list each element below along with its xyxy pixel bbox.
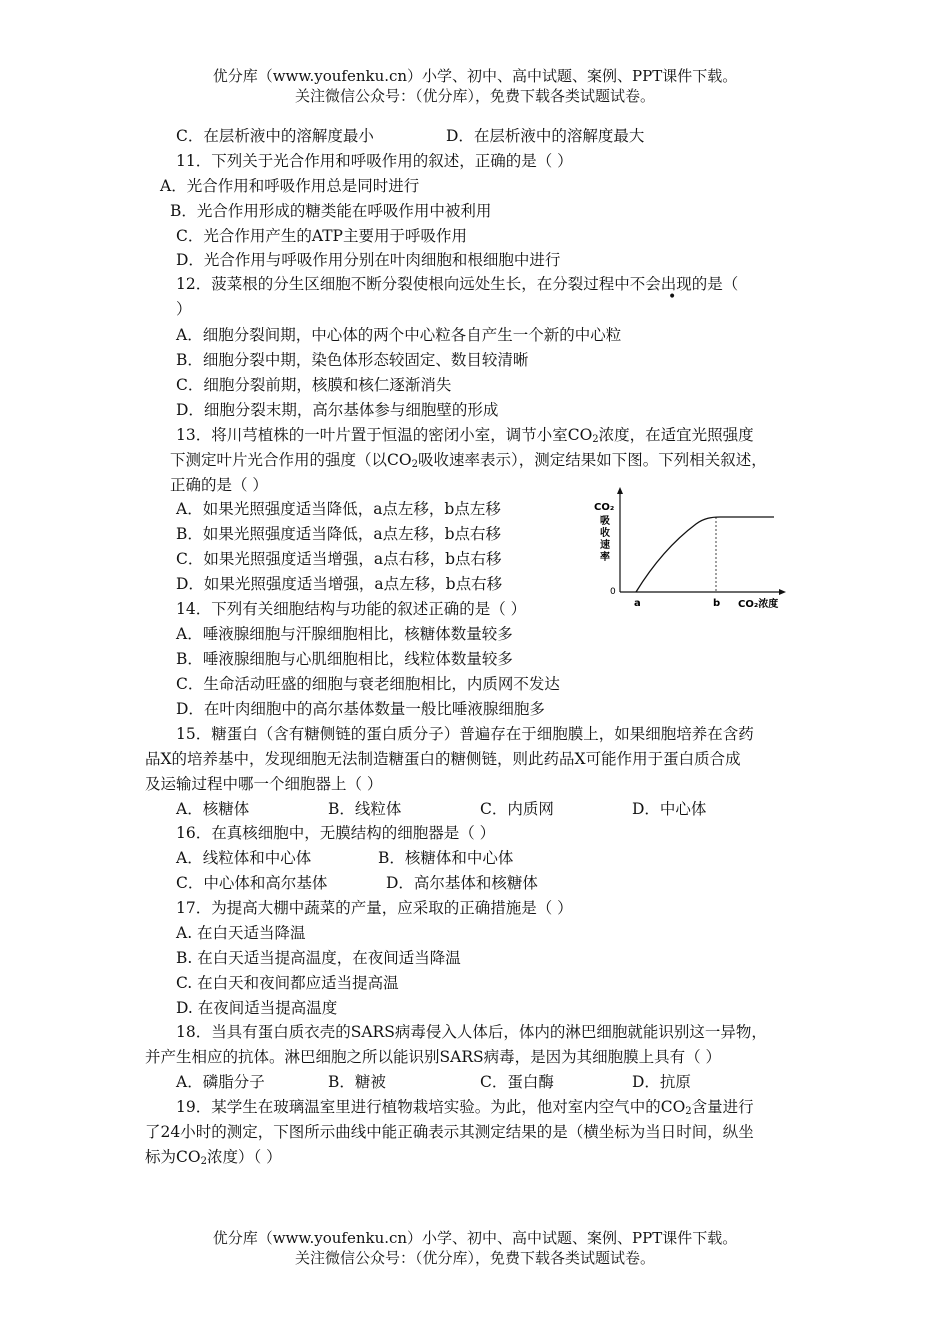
- q12-stem: 12．菠菜根的分生区细胞不断分裂使根向远处生长，在分裂过程中不会出现的是（: [176, 275, 739, 293]
- q17-stem: 17．为提高大棚中蔬菜的产量，应采取的正确措施是（ ）: [176, 899, 573, 917]
- q11-stem: 11．下列关于光合作用和呼吸作用的叙述，正确的是（ ）: [176, 152, 573, 170]
- emphasis-dot: •: [668, 289, 677, 305]
- y-axis-label-co2: CO₂: [594, 502, 615, 513]
- q16-option-b: B．核糖体和中心体: [378, 849, 514, 867]
- page-footer-line-2: 关注微信公众号：（优分库），免费下载各类试题试卷。: [294, 1249, 655, 1267]
- q13-stem-line-1: 13．将川芎植株的一叶片置于恒温的密闭小室，调节小室$CO_2$浓度，在适宜光照强度: [176, 426, 754, 445]
- q17-option-b: B. 在白天适当提高温度，在夜间适当降温: [176, 949, 461, 967]
- q15-stem-line-1: 15．糖蛋白（含有糖侧链的蛋白质分子）普遍存在于细胞膜上，如果细胞培养在含药: [176, 725, 754, 743]
- q14-option-d: D．在叶肉细胞中的高尔基体数量一般比唾液腺细胞多: [176, 700, 545, 718]
- q13-option-a: A．如果光照强度适当降低，a点左移，b点左移: [176, 500, 501, 518]
- q15-stem-line-2: 品X的培养基中，发现细胞无法制造糖蛋白的糖侧链，则此药品X可能作用于蛋白质合成: [145, 750, 741, 768]
- q18-option-d: D．抗原: [632, 1073, 691, 1091]
- q11-option-a: A．光合作用和呼吸作用总是同时进行: [160, 177, 420, 195]
- co2-absorption-chart: [592, 486, 792, 620]
- q13-option-c: C．如果光照强度适当增强，a点右移，b点右移: [176, 550, 502, 568]
- q13-option-b: B．如果光照强度适当降低，a点左移，b点右移: [176, 525, 502, 543]
- page-header-line-1: 优分库（www.youfenku.cn）小学、初中、高中试题、案例、PPT课件下载。: [212, 67, 738, 85]
- q15-option-a: A．核糖体: [176, 800, 250, 818]
- q13-option-d: D．如果光照强度适当增强，a点左移，b点右移: [176, 575, 503, 593]
- q12-option-d: D．细胞分裂末期，高尔基体参与细胞壁的形成: [176, 401, 499, 419]
- q14-stem: 14．下列有关细胞结构与功能的叙述正确的是（ ）: [176, 600, 527, 618]
- q18-stem-line-2: 并产生相应的抗体。淋巴细胞之所以能识别SARS病毒，是因为其细胞膜上具有（ ）: [145, 1048, 722, 1066]
- q12-option-b: B．细胞分裂中期，染色体形态较固定、数目较清晰: [176, 351, 529, 369]
- y-axis-arrow: [617, 487, 623, 494]
- q18-option-a: A．磷脂分子: [176, 1073, 265, 1091]
- q14-option-a: A．唾液腺细胞与汗腺细胞相比，核糖体数量较多: [176, 625, 513, 643]
- q19-stem-line-1: 19．某学生在玻璃温室里进行植物栽培实验。为此，他对室内空气中的$CO_2$含量进行: [176, 1098, 754, 1117]
- q15-option-c: C．内质网: [480, 800, 554, 818]
- q16-option-c: C．中心体和高尔基体: [176, 874, 328, 892]
- x-mark-a: a: [634, 598, 641, 609]
- q19-stem-line-3: 标为$CO_2$浓度）（ ）: [145, 1148, 282, 1167]
- q15-stem-line-3: 及运输过程中哪一个细胞器上（ ）: [145, 775, 383, 793]
- q12-option-a: A．细胞分裂间期，中心体的两个中心粒各自产生一个新的中心粒: [176, 326, 622, 344]
- q12-stem-end: ）: [176, 300, 192, 318]
- series-curve: [636, 517, 774, 592]
- q18-option-b: B．糖被: [328, 1073, 386, 1091]
- q13-stem-line-2: 下测定叶片光合作用的强度（以$CO_2$吸收速率表示），测定结果如下图。下列相关叙述，: [170, 451, 767, 470]
- x-axis-arrow: [779, 589, 786, 595]
- q10-option-d: D．在层析液中的溶解度最大: [446, 127, 645, 145]
- q14-option-b: B．唾液腺细胞与心肌细胞相比，线粒体数量较多: [176, 650, 513, 668]
- page-footer-line-1: 优分库（www.youfenku.cn）小学、初中、高中试题、案例、PPT课件下载。: [212, 1229, 738, 1247]
- x-mark-b: b: [713, 598, 721, 609]
- q17-option-a: A. 在白天适当降温: [176, 924, 306, 942]
- q18-stem-line-1: 18．当具有蛋白质衣壳的SARS病毒侵入人体后，体内的淋巴细胞就能识别这一异物，: [176, 1023, 767, 1041]
- x-axis-label: CO₂浓度: [738, 599, 779, 610]
- q16-option-d: D．高尔基体和核糖体: [386, 874, 538, 892]
- q16-option-a: A．线粒体和中心体: [176, 849, 312, 867]
- q17-option-c: C. 在白天和夜间都应适当提高温: [176, 974, 399, 992]
- q11-option-d: D．光合作用与呼吸作用分别在叶肉细胞和根细胞中进行: [176, 251, 561, 269]
- q15-option-b: B．线粒体: [328, 800, 402, 818]
- page-header-line-2: 关注微信公众号：（优分库），免费下载各类试题试卷。: [294, 87, 655, 105]
- q16-stem: 16．在真核细胞中，无膜结构的细胞器是（ ）: [176, 824, 496, 842]
- q13-stem-line-3: 正确的是（ ）: [170, 476, 268, 494]
- origin-label: 0: [610, 587, 616, 597]
- q15-option-d: D．中心体: [632, 800, 707, 818]
- q12-option-c: C．细胞分裂前期，核膜和核仁逐渐消失: [176, 376, 452, 394]
- q14-option-c: C．生命活动旺盛的细胞与衰老细胞相比，内质网不发达: [176, 675, 560, 693]
- q19-stem-line-2: 了24小时的测定，下图所示曲线中能正确表示其测定结果的是（横坐标为当日时间，纵坐: [145, 1123, 754, 1141]
- y-axis-label-rate: 吸收速率: [600, 516, 610, 563]
- q11-option-b: B．光合作用形成的糖类能在呼吸作用中被利用: [170, 202, 492, 220]
- q18-option-c: C．蛋白酶: [480, 1073, 554, 1091]
- q10-option-c: C．在层析液中的溶解度最小: [176, 127, 374, 145]
- q17-option-d: D. 在夜间适当提高温度: [176, 999, 338, 1017]
- q11-option-c: C．光合作用产生的ATP主要用于呼吸作用: [176, 227, 467, 245]
